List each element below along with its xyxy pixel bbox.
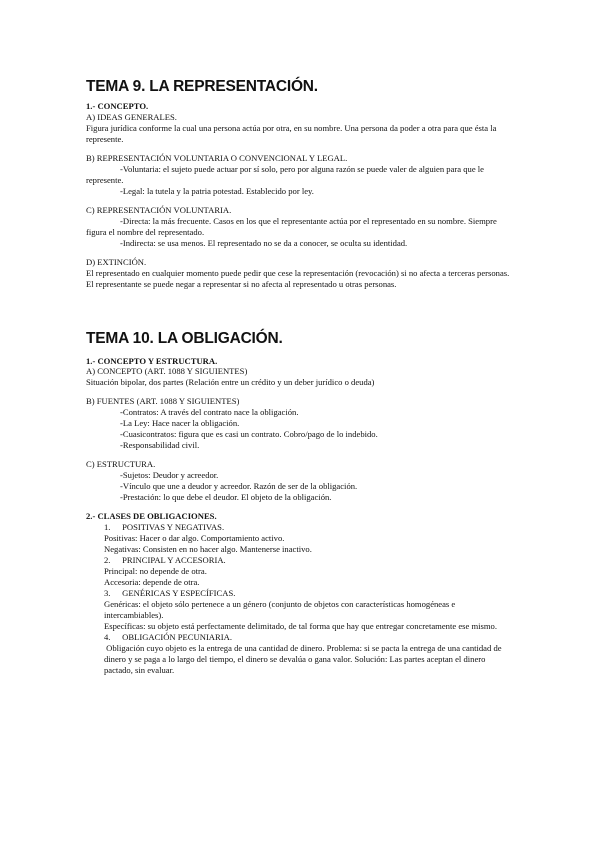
tema9-title: TEMA 9. LA REPRESENTACIÓN. [86, 78, 318, 95]
clase-line: Negativas: Consisten en no hacer algo. Mantenerse inactivo. [104, 543, 312, 554]
document-page [86, 78, 516, 676]
clase-line: Genéricas: el objeto sólo pertenece a un género (conjunto de objetos con características homogéneas e intercambiables). [104, 598, 456, 620]
clase-heading [104, 632, 516, 643]
clases-heading: 2.- CLASES DE OBLIGACIONES. [86, 511, 217, 521]
clase-line: Positivas: Hacer o dar algo. Comportamiento activo. [104, 532, 285, 543]
fuentes-heading: B) FUENTES (ART. 1088 Y SIGUIENTES) [86, 396, 240, 406]
clase-line: Principal: no depende de otra. [104, 565, 207, 576]
ideas-generales-heading: A) IDEAS GENERALES. [86, 111, 177, 122]
representacion-voluntaria-heading: C) REPRESENTACIÓN VOLUNTARIA. [86, 204, 232, 215]
tema9-concepto-heading: 1.- CONCEPTO. [86, 101, 149, 111]
fuente-item: -La Ley: Hace nacer la obligación. [120, 418, 240, 428]
clase-title: OBLIGACIÓN PECUNIARIA. [122, 631, 232, 642]
clase-line: Obligación cuyo objeto es la entrega de una cantidad de dinero. Problema: si se pacta la entrega de una cantidad de dinero y se paga a lo largo del tiempo, el dinero se devalúa o gana valor. Solución: Las partes aceptan el dinero pactado, sin evaluar. [104, 642, 504, 675]
clase-heading [104, 588, 516, 599]
estructura-heading: C) ESTRUCTURA. [86, 459, 156, 469]
clase-line: Accesoria: depende de otra. [104, 576, 200, 587]
extincion-text: El representado en cualquier momento puede pedir que cese la representación (revocación) si no afecta a terceras personas. El representante se puede negar a representar si no afecta al representado u otras personas. [86, 267, 510, 289]
clase-number: 3. [104, 587, 111, 598]
fuente-item: -Responsabilidad civil. [120, 440, 200, 450]
clase-number: 2. [104, 554, 111, 565]
representacion-voluntaria-legal-heading: B) REPRESENTACIÓN VOLUNTARIA O CONVENCIONAL Y LEGAL. [86, 152, 348, 163]
clase-heading [104, 522, 516, 533]
legal-text: -Legal: la tutela y la patria potestad. Establecido por ley. [120, 185, 314, 196]
estructura-item: -Vínculo que une a deudor y acreedor. Razón de ser de la obligación. [120, 481, 358, 491]
extincion-heading: D) EXTINCIÓN. [86, 256, 147, 267]
tema10-title: TEMA 10. LA OBLIGACIÓN. [86, 329, 283, 347]
directa-text: -Directa: la más frecuente. Casos en los que el representante actúa por el representado en su nombre. Siempre figura el nombre del representado. [86, 215, 497, 237]
clase-number: 1. [104, 521, 111, 532]
clase-number: 4. [104, 631, 111, 642]
clases-list [86, 522, 516, 676]
fuente-item: -Contratos: A través del contrato nace la obligación. [120, 407, 299, 417]
tema10-concepto-heading: 1.- CONCEPTO Y ESTRUCTURA. [86, 355, 218, 366]
clase-heading [104, 555, 516, 566]
estructura-item: -Sujetos: Deudor y acreedor. [120, 470, 219, 480]
ideas-generales-text: Figura jurídica conforme la cual una persona actúa por otra, en su nombre. Una persona da poder a otra para que ésta la represente. [86, 122, 497, 144]
voluntaria-text: -Voluntaria: el sujeto puede actuar por sí solo, pero por alguna razón se puede valer de alguien para que le represente. [86, 163, 484, 185]
clase-title: PRINCIPAL Y ACCESORIA. [122, 554, 226, 565]
concepto-text: Situación bipolar, dos partes (Relación entre un crédito y un deber jurídico o deuda) [86, 377, 375, 387]
estructura-item: -Prestación: lo que debe el deudor. El objeto de la obligación. [120, 492, 332, 502]
clase-title: POSITIVAS Y NEGATIVAS. [122, 521, 225, 532]
clase-line: Específicas: su objeto está perfectamente delimitado, de tal forma que hay que entregar concretamente ese mismo. [104, 620, 498, 631]
concepto-heading: A) CONCEPTO (ART. 1088 Y SIGUIENTES) [86, 366, 248, 376]
fuente-item: -Cuasicontratos: figura que es casi un contrato. Cobro/pago de lo indebido. [120, 429, 378, 439]
clase-title: GENÉRICAS Y ESPECÍFICAS. [122, 587, 236, 598]
indirecta-text: -Indirecta: se usa menos. El representado no se da a conocer, se oculta su identidad. [120, 237, 408, 248]
